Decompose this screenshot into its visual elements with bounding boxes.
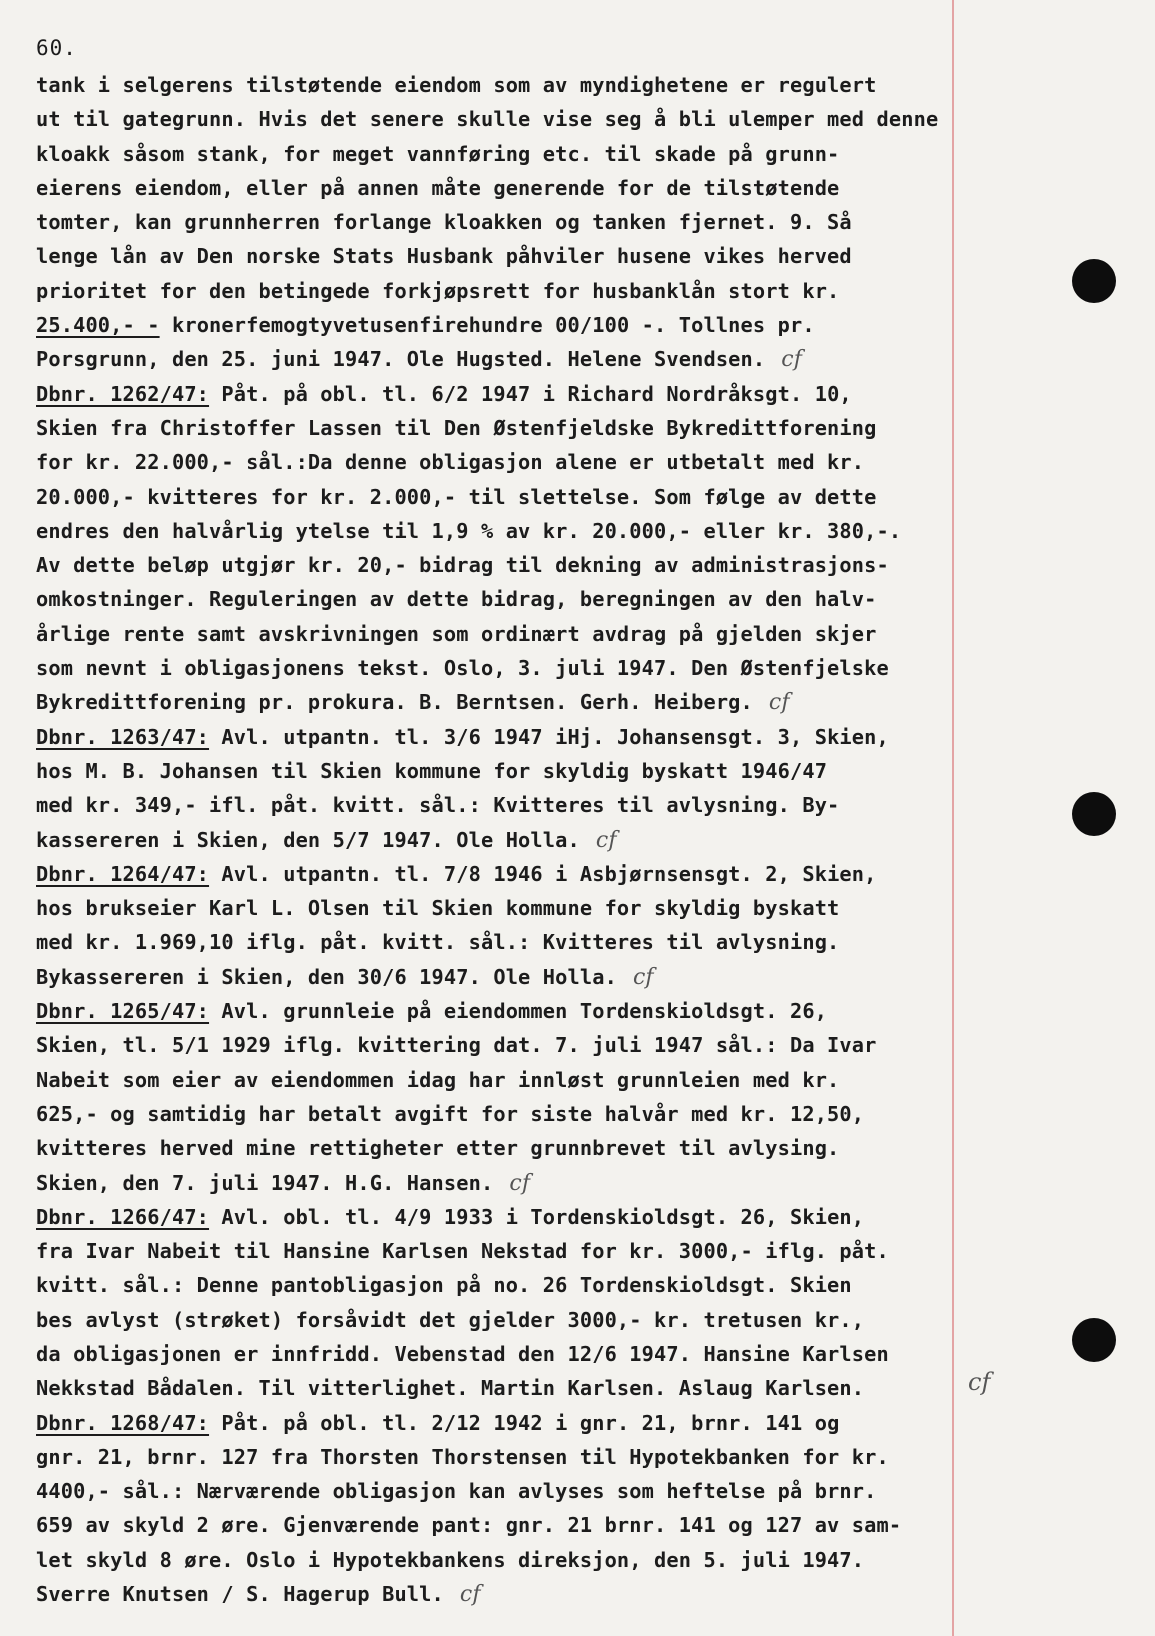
entry-reference: 25.400,- -	[36, 313, 160, 338]
text-line	[36, 1028, 954, 1062]
text-line	[36, 685, 954, 719]
line-text: Skien, tl. 5/1 1929 iflg. kvittering dat. 7. juli 1947 sål.: Da Ivar	[36, 1033, 877, 1058]
text-line	[36, 754, 954, 788]
line-text: da obligasjonen er innfridd. Vebenstad den 12/6 1947. Hansine Karlsen	[36, 1341, 889, 1366]
text-line	[36, 1406, 954, 1440]
punch-hole	[1072, 259, 1116, 303]
text-line	[36, 617, 954, 651]
line-text: tank i selgerens tilstøtende eiendom som av myndighetene er regulert	[36, 73, 877, 97]
text-line	[36, 377, 954, 411]
text-line	[36, 274, 954, 308]
text-line	[36, 1543, 954, 1577]
text-line	[36, 1303, 954, 1337]
text-line	[36, 651, 954, 685]
initials-mark: cf	[632, 964, 654, 990]
text-line	[36, 1097, 954, 1131]
text-line	[36, 1131, 954, 1165]
line-text: fra Ivar Nabeit til Hansine Karlsen Nekstad for kr. 3000,- iflg. påt.	[36, 1239, 889, 1264]
line-text: kassereren i Skien, den 5/7 1947. Ole Holla.	[36, 827, 580, 852]
line-text: Påt. på obl. tl. 2/12 1942 i gnr. 21, brnr. 141 og	[209, 1410, 840, 1435]
margin-initials: cf	[968, 1368, 991, 1396]
text-line	[36, 925, 954, 959]
entry-reference: Dbnr. 1266/47:	[36, 1204, 210, 1229]
line-text: prioritet for den betingede forkjøpsrett for husbanklån stort kr.	[36, 278, 840, 303]
line-text: Sverre Knutsen / S. Hagerup Bull.	[36, 1582, 444, 1607]
line-text: lenge lån av Den norske Stats Husbank påhviler husene vikes herved	[36, 244, 852, 269]
text-line	[36, 342, 954, 376]
line-text: årlige rente samt avskrivningen som ordinært avdrag på gjelden skjer	[36, 621, 877, 646]
text-line	[36, 1166, 954, 1200]
line-text: kloakk såsom stank, for meget vannføring etc. til skade på grunn-	[36, 141, 840, 166]
text-line	[36, 68, 954, 102]
page-number: 60.	[36, 36, 77, 60]
text-line	[36, 514, 954, 548]
text-line	[36, 1474, 954, 1508]
line-text: 659 av skyld 2 øre. Gjenværende pant: gnr. 21 brnr. 141 og 127 av sam-	[36, 1513, 902, 1538]
line-text: kvitt. sål.: Denne pantobligasjon på no. 26 Tordenskioldsgt. Skien	[36, 1273, 852, 1298]
line-text: Nekkstad Bådalen. Til vitterlighet. Martin Karlsen. Aslaug Karlsen.	[36, 1376, 865, 1401]
line-text: Skien, den 7. juli 1947. H.G. Hansen.	[36, 1170, 494, 1195]
text-line	[36, 1268, 954, 1302]
line-text: som nevnt i obligasjonens tekst. Oslo, 3. juli 1947. Den Østenfjelske	[36, 656, 889, 681]
text-line	[36, 1508, 954, 1542]
line-text: Porsgrunn, den 25. juni 1947. Ole Hugsted. Helene Svendsen.	[36, 347, 766, 372]
line-text: tomter, kan grunnherren forlange kloakken og tanken fjernet. 9. Så	[36, 210, 852, 235]
text-line	[36, 1577, 954, 1611]
line-text: Av dette beløp utgjør kr. 20,- bidrag til dekning av administrasjons-	[36, 553, 889, 578]
entry-reference: Dbnr. 1263/47:	[36, 724, 210, 749]
text-line	[36, 823, 954, 857]
line-text: eierens eiendom, eller på annen måte generende for de tilstøtende	[36, 175, 840, 200]
text-line	[36, 445, 954, 479]
line-text: Skien fra Christoffer Lassen til Den Østenfjeldske Bykredittforening	[36, 415, 877, 440]
text-line	[36, 171, 954, 205]
text-line	[36, 1200, 954, 1234]
line-text: Avl. grunnleie på eiendommen Tordenskioldsgt. 26,	[209, 999, 828, 1024]
initials-mark: cf	[595, 827, 617, 853]
text-line	[36, 857, 954, 891]
text-line	[36, 480, 954, 514]
text-line	[36, 582, 954, 616]
text-line	[36, 1371, 954, 1405]
initials-mark: cf	[781, 347, 803, 373]
line-text: 4400,- sål.: Nærværende obligasjon kan avlyses som heftelse på brnr.	[36, 1479, 877, 1504]
line-text: hos brukseier Karl L. Olsen til Skien kommune for skyldig byskatt	[36, 896, 840, 921]
text-line	[36, 548, 954, 582]
initials-mark: cf	[459, 1582, 481, 1608]
line-text: 20.000,- kvitteres for kr. 2.000,- til slettelse. Som følge av dette	[36, 484, 877, 509]
line-text: kronerfemogtyvetusenfirehundre 00/100 -. Tollnes pr.	[159, 313, 815, 338]
text-line	[36, 994, 954, 1028]
text-line	[36, 720, 954, 754]
line-text: bes avlyst (strøket) forsåvidt det gjelder 3000,- kr. tretusen kr.,	[36, 1307, 865, 1332]
line-text: Bykredittforening pr. prokura. B. Berntsen. Gerh. Heiberg.	[36, 690, 753, 715]
text-line	[36, 411, 954, 445]
text-line	[36, 205, 954, 239]
line-text: med kr. 1.969,10 iflg. påt. kvitt. sål.: Kvitteres til avlysning.	[36, 930, 840, 955]
line-text: let skyld 8 øre. Oslo i Hypotekbankens direksjon, den 5. juli 1947.	[36, 1547, 865, 1572]
initials-mark: cf	[768, 690, 790, 716]
entry-reference: Dbnr. 1268/47:	[36, 1410, 210, 1435]
line-text: 625,- og samtidig har betalt avgift for siste halvår med kr. 12,50,	[36, 1101, 865, 1126]
text-line	[36, 1337, 954, 1371]
line-text: for kr. 22.000,- sål.:Da denne obligasjon alene er utbetalt med kr.	[36, 450, 865, 475]
text-line	[36, 239, 954, 273]
line-text: med kr. 349,- ifl. påt. kvitt. sål.: Kvitteres til avlysning. By-	[36, 793, 840, 818]
ledger-text	[36, 68, 954, 1611]
line-text: hos M. B. Johansen til Skien kommune for skyldig byskatt 1946/47	[36, 758, 828, 783]
text-line	[36, 137, 954, 171]
punch-hole	[1072, 792, 1116, 836]
line-text: Påt. på obl. tl. 6/2 1947 i Richard Nordråksgt. 10,	[209, 381, 852, 406]
entry-reference: Dbnr. 1262/47:	[36, 381, 210, 406]
line-text: Avl. obl. tl. 4/9 1933 i Tordenskioldsgt. 26, Skien,	[209, 1204, 865, 1229]
line-text: endres den halvårlig ytelse til 1,9 % av kr. 20.000,- eller kr. 380,-.	[36, 518, 902, 543]
text-line	[36, 891, 954, 925]
line-text: omkostninger. Reguleringen av dette bidrag, beregningen av den halv-	[36, 587, 877, 612]
line-text: ut til gategrunn. Hvis det senere skulle vise seg å bli ulemper med denne	[36, 107, 939, 132]
text-line	[36, 1440, 954, 1474]
text-line	[36, 788, 954, 822]
line-text: kvitteres herved mine rettigheter etter grunnbrevet til avlysing.	[36, 1136, 840, 1161]
line-text: Avl. utpantn. tl. 3/6 1947 iHj. Johansensgt. 3, Skien,	[209, 724, 889, 749]
punch-hole	[1072, 1318, 1116, 1362]
entry-reference: Dbnr. 1265/47:	[36, 999, 210, 1024]
text-line	[36, 102, 954, 136]
text-line	[36, 1063, 954, 1097]
line-text: gnr. 21, brnr. 127 fra Thorsten Thorstensen til Hypotekbanken for kr.	[36, 1444, 889, 1469]
line-text: Nabeit som eier av eiendommen idag har innløst grunnleien med kr.	[36, 1067, 840, 1092]
entry-reference: Dbnr. 1264/47:	[36, 861, 210, 886]
line-text: Avl. utpantn. tl. 7/8 1946 i Asbjørnsensgt. 2, Skien,	[209, 861, 877, 886]
text-line	[36, 308, 954, 342]
line-text: Bykassereren i Skien, den 30/6 1947. Ole Holla.	[36, 964, 617, 989]
text-line	[36, 1234, 954, 1268]
initials-mark: cf	[509, 1170, 531, 1196]
text-line	[36, 960, 954, 994]
